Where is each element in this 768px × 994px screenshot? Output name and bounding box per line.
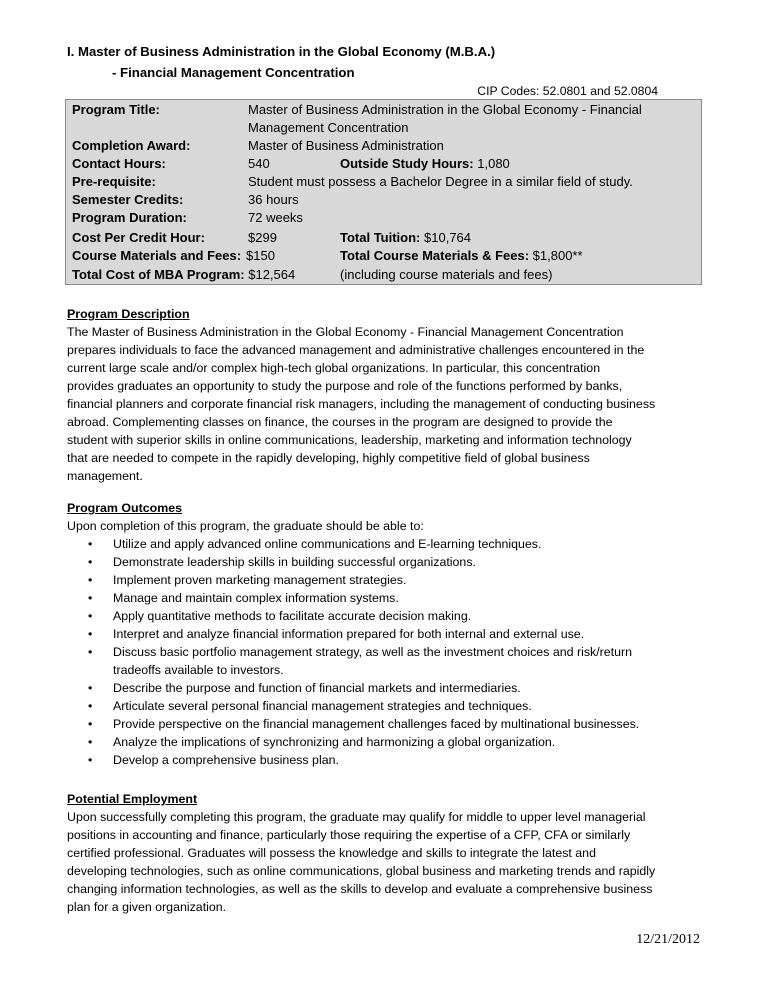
description-line: student with superior skills in online communications, leadership, marketing and information technology	[67, 433, 632, 447]
program-info-box	[65, 99, 702, 285]
outcome-text: Provide perspective on the financial management challenges faced by multinational businesses.	[113, 717, 640, 731]
description-line: The Master of Business Administration in the Global Economy - Financial Management Concentration	[67, 325, 624, 339]
list-item	[67, 625, 707, 643]
outcomes-intro: Upon completion of this program, the graduate should be able to:	[67, 519, 424, 533]
program-duration-label: Program Duration:	[72, 210, 187, 225]
description-line: management.	[67, 469, 143, 483]
bullet-icon: •	[88, 537, 93, 551]
program-title-label: Program Title:	[72, 102, 160, 117]
employment-line: changing information technologies, as well as the skills to develop and evaluate a comprehensive business	[67, 882, 653, 896]
description-line: financial planners and corporate financial risk managers, including the management of conducting business	[67, 397, 656, 411]
list-item	[67, 607, 707, 625]
outside-study-label: Outside Study Hours:	[340, 156, 474, 171]
program-title-value-line1: Master of Business Administration in the Global Economy - Financial	[248, 102, 642, 117]
list-item-continuation	[67, 661, 707, 679]
list-item	[67, 589, 707, 607]
employment-line: plan for a given organization.	[67, 900, 227, 914]
outcome-text: Utilize and apply advanced online communications and E-learning techniques.	[113, 537, 542, 551]
description-line: prepares individuals to face the advanced management and administrative challenges encountered in the	[67, 343, 645, 357]
bullet-icon: •	[88, 717, 93, 731]
description-line: that are needed to compete in the rapidly developing, highly competitive field of global business	[67, 451, 590, 465]
program-title-value-line2: Management Concentration	[248, 120, 409, 135]
completion-award-value: Master of Business Administration	[248, 138, 444, 153]
bullet-icon: •	[88, 609, 93, 623]
employment-line: positions in accounting and finance, particularly those requiring the expertise of a CFP, CFA or similarly	[67, 828, 631, 842]
list-item	[67, 697, 707, 715]
cip-codes: CIP Codes: 52.0801 and 52.0804	[477, 84, 658, 98]
outcome-text: Apply quantitative methods to facilitate accurate decision making.	[113, 609, 472, 623]
program-outcomes-heading: Program Outcomes	[67, 501, 182, 515]
contact-hours-value: 540	[248, 156, 270, 171]
program-description-section	[67, 305, 707, 485]
cost-per-credit-label: Cost Per Credit Hour:	[72, 230, 205, 245]
bullet-icon: •	[88, 573, 93, 587]
list-item	[67, 643, 707, 661]
program-duration-value: 72 weeks	[248, 210, 303, 225]
bullet-icon: •	[88, 591, 93, 605]
bullet-icon: •	[88, 699, 93, 713]
semester-credits-label: Semester Credits:	[72, 192, 184, 207]
outcomes-list	[67, 535, 707, 769]
outcome-text: Analyze the implications of synchronizing and harmonizing a global organization.	[113, 735, 556, 749]
outcome-text: Interpret and analyze financial information prepared for both internal and external use.	[113, 627, 585, 641]
outside-study-value: 1,080	[477, 156, 510, 171]
outcome-text: Articulate several personal financial management strategies and techniques.	[113, 699, 532, 713]
document-subtitle: - Financial Management Concentration	[112, 65, 355, 80]
total-cost-note: (including course materials and fees)	[340, 267, 553, 282]
outcome-text: Manage and maintain complex information systems.	[113, 591, 399, 605]
total-cost-label: Total Cost of MBA Program:	[72, 267, 245, 282]
employment-line: developing technologies, such as online communications, global business and marketing trends and rapidly	[67, 864, 656, 878]
list-item	[67, 733, 707, 751]
semester-credits-value: 36 hours	[248, 192, 299, 207]
potential-employment-section	[67, 790, 707, 916]
total-cost-value: $12,564	[248, 267, 296, 282]
employment-line: certified professional. Graduates will possess the knowledge and skills to integrate the latest and	[67, 846, 596, 860]
contact-hours-label: Contact Hours:	[72, 156, 166, 171]
program-description-heading: Program Description	[67, 307, 190, 321]
bullet-icon: •	[88, 753, 93, 767]
description-line: provides graduates an opportunity to study the purpose and role of the functions performed by banks,	[67, 379, 623, 393]
prerequisite-label: Pre-requisite:	[72, 174, 156, 189]
bullet-icon: •	[88, 735, 93, 749]
materials-label: Course Materials and Fees:	[72, 248, 242, 263]
total-materials-label: Total Course Materials & Fees:	[340, 248, 530, 263]
potential-employment-heading: Potential Employment	[67, 792, 198, 806]
outside-study-hours	[340, 155, 510, 173]
bullet-icon: •	[88, 555, 93, 569]
outcome-text: Develop a comprehensive business plan.	[113, 753, 339, 767]
list-item	[67, 571, 707, 589]
outcome-text: Describe the purpose and function of financial markets and intermediaries.	[113, 681, 521, 695]
bullet-icon: •	[88, 681, 93, 695]
outcome-text: Discuss basic portfolio management strategy, as well as the investment choices and risk/return	[113, 645, 633, 659]
bullet-icon: •	[88, 627, 93, 641]
prerequisite-value: Student must possess a Bachelor Degree in a similar field of study.	[248, 174, 633, 189]
total-tuition-value: $10,764	[424, 230, 472, 245]
list-item	[67, 715, 707, 733]
list-item	[67, 751, 707, 769]
list-item	[67, 553, 707, 571]
bullet-icon: •	[88, 645, 93, 659]
document-title: I. Master of Business Administration in the Global Economy (M.B.A.)	[67, 44, 496, 59]
cost-per-credit-value: $299	[248, 230, 277, 245]
list-item	[67, 679, 707, 697]
materials-value: $150	[246, 248, 275, 263]
total-tuition	[340, 229, 471, 247]
list-item	[67, 535, 707, 553]
description-line: current large scale and/or complex high-tech global organizations. In particular, this concentration	[67, 361, 601, 375]
total-tuition-label: Total Tuition:	[340, 230, 421, 245]
program-outcomes-section	[67, 499, 707, 769]
footer-date: 12/21/2012	[636, 932, 700, 947]
total-materials	[340, 247, 583, 265]
total-materials-value: $1,800**	[532, 248, 583, 263]
outcome-text: Demonstrate leadership skills in building successful organizations.	[113, 555, 476, 569]
employment-line: Upon successfully completing this program, the graduate may qualify for middle to upper level managerial	[67, 810, 646, 824]
completion-award-label: Completion Award:	[72, 138, 191, 153]
outcome-text: Implement proven marketing management strategies.	[113, 573, 407, 587]
outcome-text: tradeoffs available to investors.	[113, 663, 284, 677]
total-cost	[72, 266, 295, 284]
description-line: abroad. Complementing classes on finance, the courses in the program are designed to provide the	[67, 415, 613, 429]
